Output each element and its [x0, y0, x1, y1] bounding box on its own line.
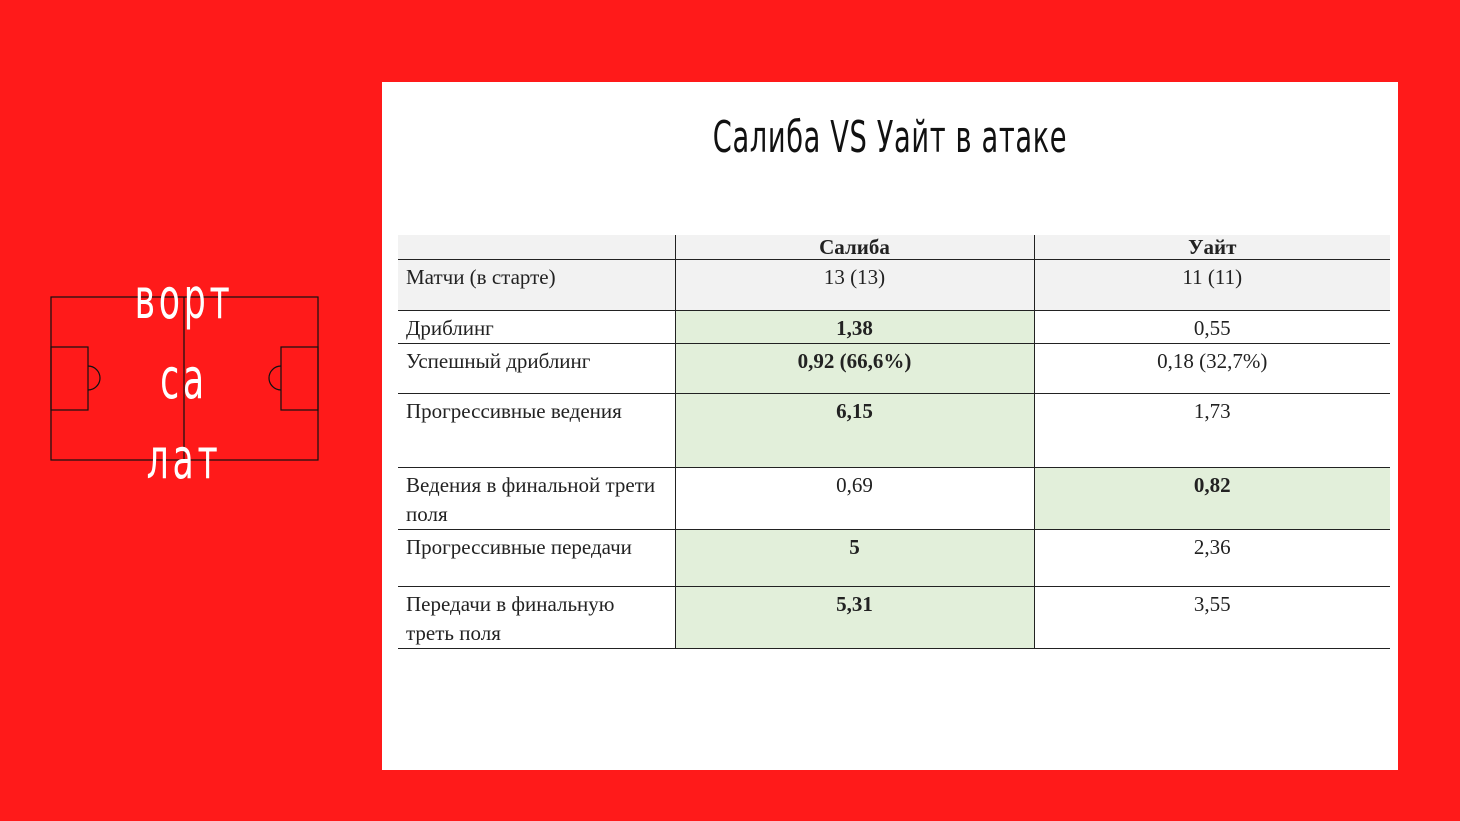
header-saliba: Салиба: [675, 235, 1034, 260]
saliba-value: 5,31: [675, 587, 1034, 649]
white-value: 1,73: [1034, 394, 1390, 468]
white-value: 0,55: [1034, 311, 1390, 344]
row-label: Дриблинг: [398, 311, 675, 344]
white-value: 2,36: [1034, 530, 1390, 587]
logo-word-1: ворт: [134, 267, 234, 332]
table-row: [398, 260, 1390, 311]
table-row: [398, 468, 1390, 530]
stats-table: [398, 235, 1390, 649]
table-row: [398, 587, 1390, 649]
row-label: Передачи в финальную треть поля: [398, 587, 675, 649]
table-row: [398, 530, 1390, 587]
white-value: 3,55: [1034, 587, 1390, 649]
saliba-value: 6,15: [675, 394, 1034, 468]
row-label: Прогрессивные передачи: [398, 530, 675, 587]
white-value: 0,82: [1034, 468, 1390, 530]
logo-word-3: лат: [146, 427, 222, 492]
header-blank: [398, 235, 675, 260]
white-value: 11 (11): [1034, 260, 1390, 311]
table-header-row: [398, 235, 1390, 260]
row-label: Ведения в финальной трети поля: [398, 468, 675, 530]
table-row: [398, 311, 1390, 344]
saliba-value: 0,92 (66,6%): [675, 344, 1034, 394]
saliba-value: 13 (13): [675, 260, 1034, 311]
logo: [50, 267, 320, 500]
saliba-value: 0,69: [675, 468, 1034, 530]
saliba-value: 5: [675, 530, 1034, 587]
row-label: Матчи (в старте): [398, 260, 675, 311]
slide-title: Салиба VS Уайт в атаке: [712, 112, 1068, 163]
table-row: [398, 344, 1390, 394]
saliba-value: 1,38: [675, 311, 1034, 344]
white-value: 0,18 (32,7%): [1034, 344, 1390, 394]
logo-word-2: са: [160, 347, 208, 412]
row-label: Успешный дриблинг: [398, 344, 675, 394]
header-white: Уайт: [1034, 235, 1390, 260]
table-row: [398, 394, 1390, 468]
row-label: Прогрессивные ведения: [398, 394, 675, 468]
